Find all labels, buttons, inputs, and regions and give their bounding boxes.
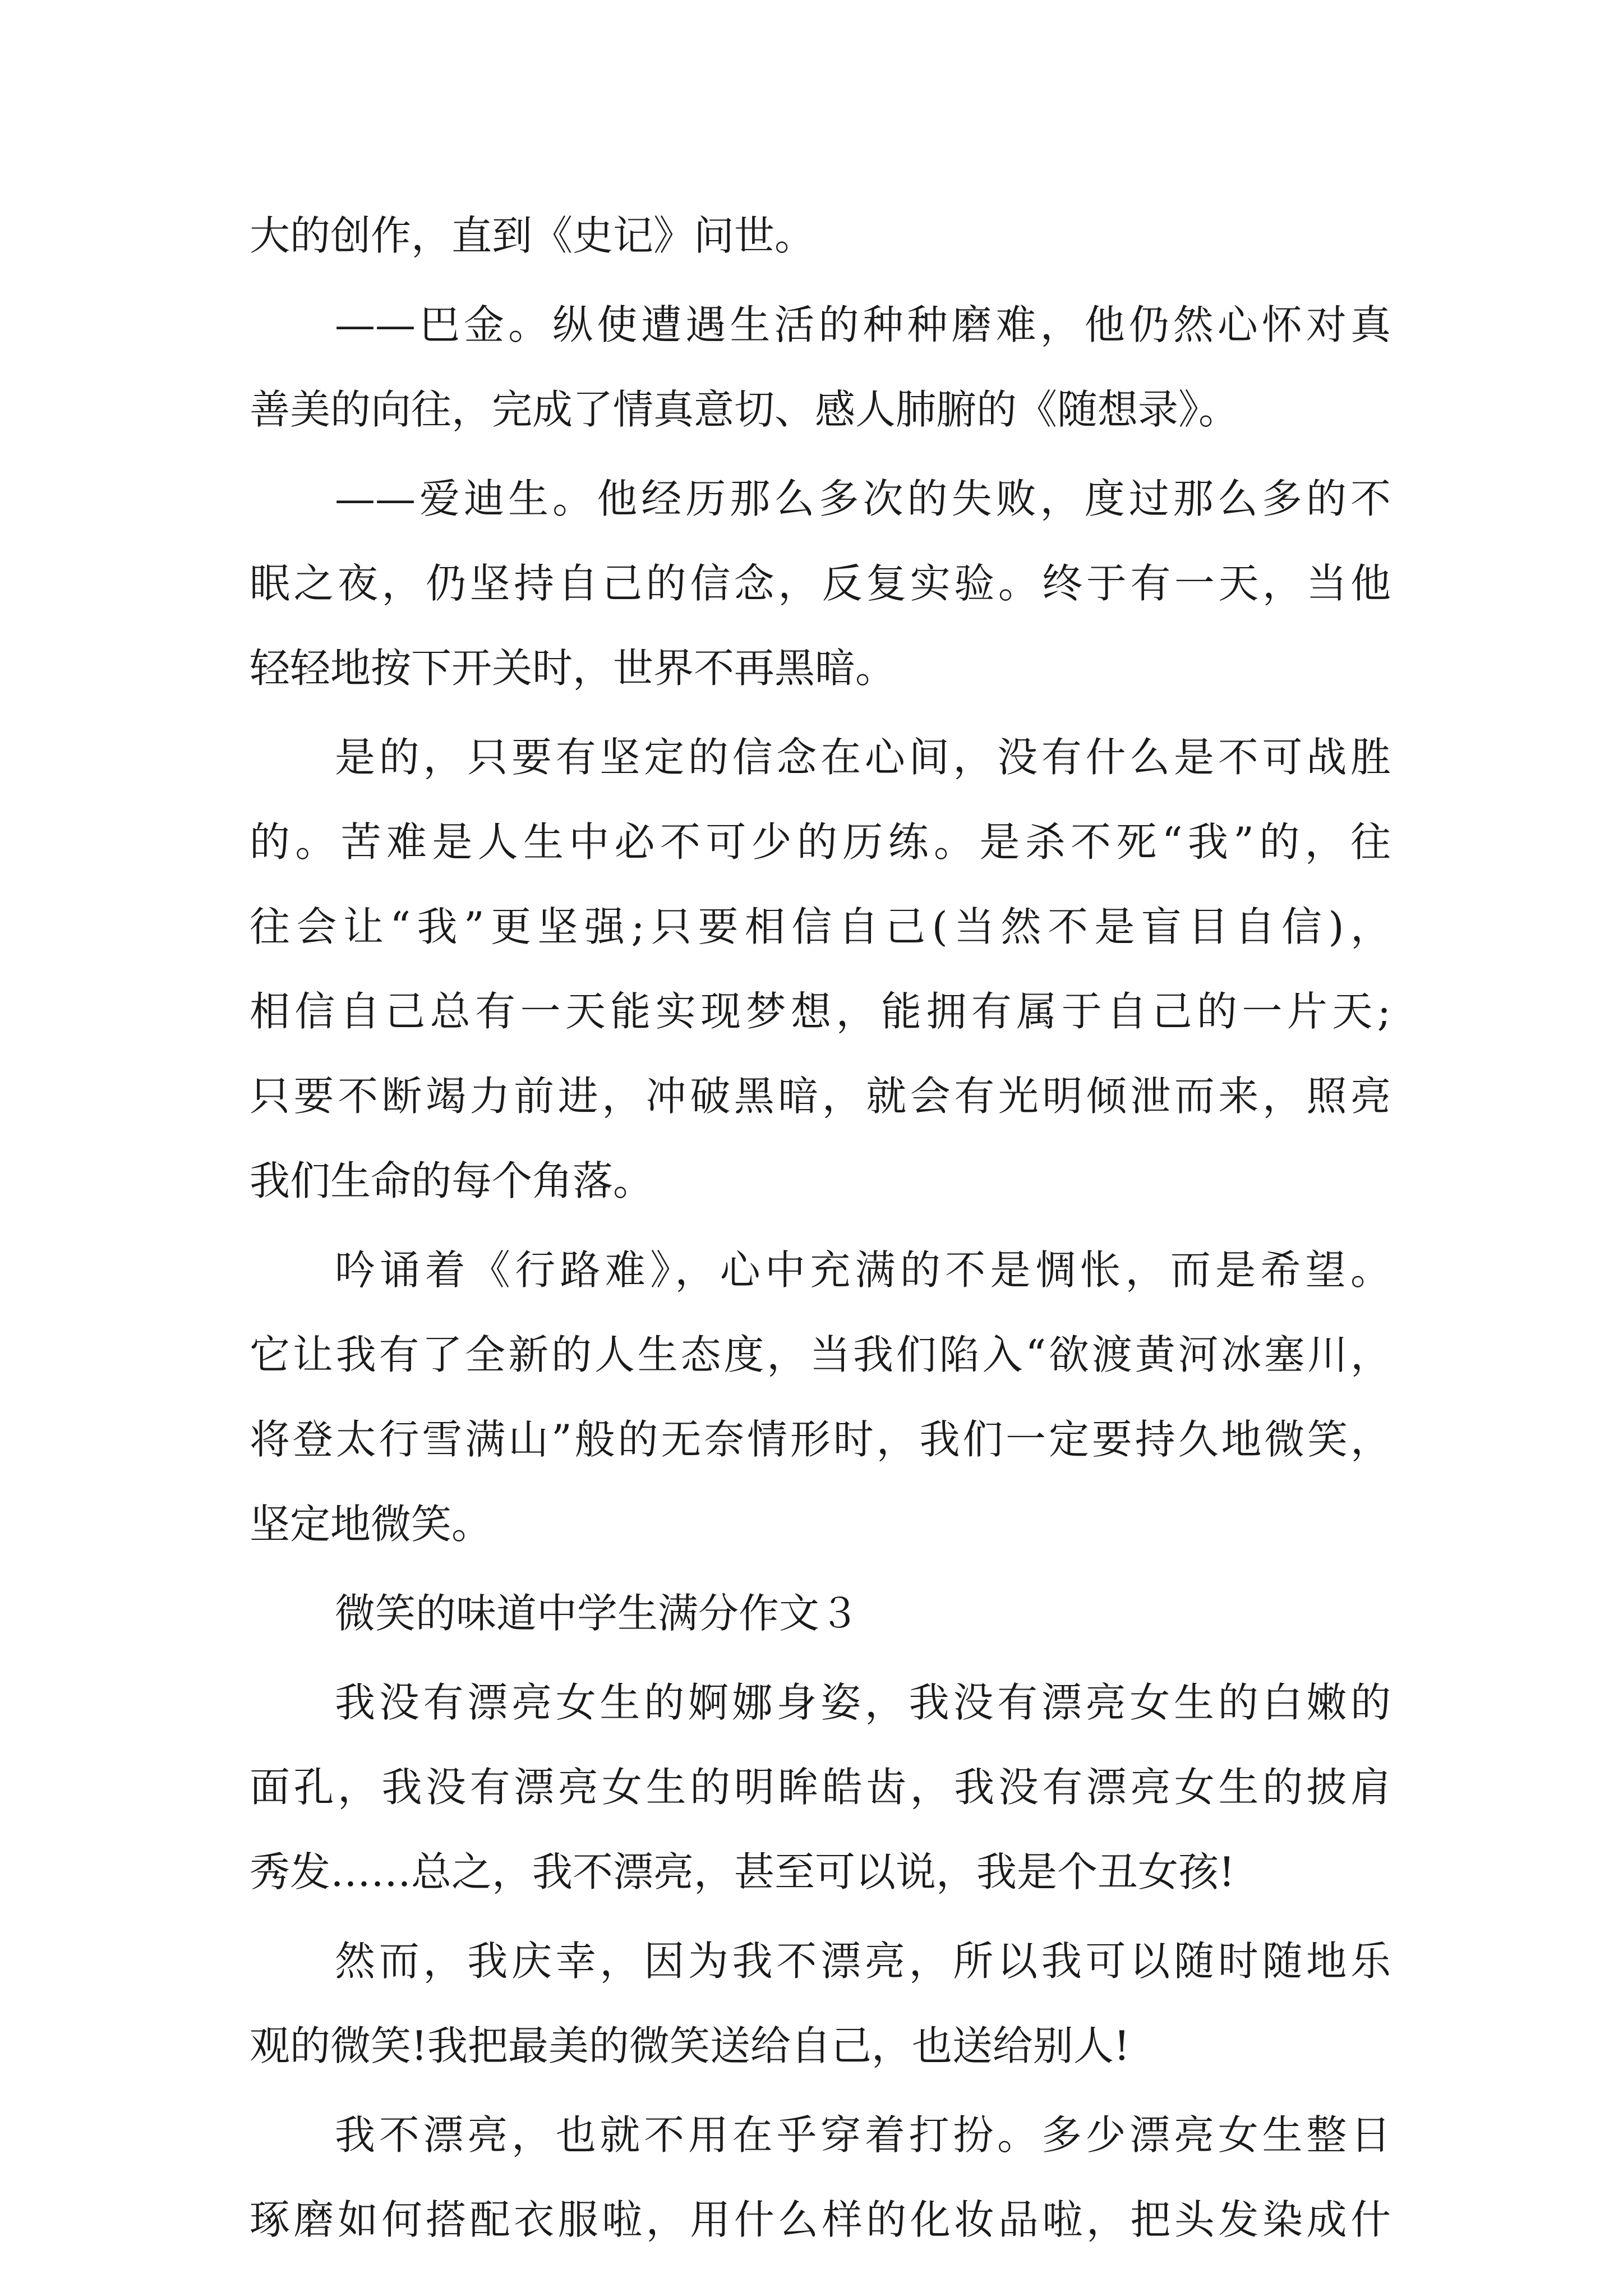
paragraph-line: 大的创作，直到《史记》问世。 — [250, 212, 815, 259]
paragraph-line: ——爱迪生。他经历那么多次的失败，度过那么多的不 — [335, 475, 1391, 522]
document-body — [250, 194, 1391, 2262]
paragraph-line: 的。苦难是人生中必不可少的历练。是杀不死“我”的，往 — [250, 818, 1391, 866]
paragraph-line: 相信自己总有一天能实现梦想，能拥有属于自己的一片天; — [250, 988, 1391, 1035]
paragraph-line: 它让我有了全新的人生态度，当我们陷入“欲渡黄河冰塞川， — [250, 1331, 1391, 1378]
paragraph-line: 往会让“我”更坚强;只要相信自己(当然不是盲目自信)， — [250, 903, 1391, 950]
paragraph-line: 秀发……总之，我不漂亮，甚至可以说，我是个丑女孩! — [250, 1848, 1235, 1895]
paragraph-line: 吟诵着《行路难》，心中充满的不是惆怅，而是希望。 — [335, 1246, 1391, 1294]
paragraph-line: 眠之夜，仍坚持自己的信念，反复实验。终于有一天，当他 — [250, 560, 1391, 607]
paragraph-line: 琢磨如何搭配衣服啦，用什么样的化妆品啦，把头发染成什 — [250, 2196, 1391, 2243]
paragraph-line: 我没有漂亮女生的婀娜身姿，我没有漂亮女生的白嫩的 — [335, 1679, 1391, 1726]
paragraph-line: ——巴金。纵使遭遇生活的种种磨难，他仍然心怀对真 — [335, 301, 1391, 348]
paragraph-line: 面孔，我没有漂亮女生的明眸皓齿，我没有漂亮女生的披肩 — [250, 1764, 1391, 1811]
paragraph-line: 观的微笑!我把最美的微笑送给自己，也送给别人! — [250, 2022, 1130, 2069]
paragraph-line: 将登太行雪满山”般的无奈情形时，我们一定要持久地微笑， — [250, 1416, 1391, 1463]
paragraph-line: 我们生命的每个角落。 — [250, 1157, 654, 1204]
paragraph-line: 是的，只要有坚定的信念在心间，没有什么是不可战胜 — [335, 734, 1391, 781]
paragraph-line: 坚定地微笑。 — [250, 1501, 492, 1548]
section-heading: 微笑的味道中学生满分作文３ — [335, 1590, 860, 1637]
paragraph-line: 善美的向往，完成了情真意切、感人肺腑的《随想录》。 — [250, 386, 1239, 433]
paragraph-line: 轻轻地按下开关时，世界不再黑暗。 — [250, 645, 896, 692]
paragraph-line: 只要不断竭力前进，冲破黑暗，就会有光明倾泄而来，照亮 — [250, 1073, 1391, 1120]
paragraph-line: 我不漂亮，也就不用在乎穿着打扮。多少漂亮女生整日 — [335, 2111, 1391, 2159]
paragraph-line: 然而，我庆幸，因为我不漂亮，所以我可以随时随地乐 — [335, 1938, 1391, 1985]
